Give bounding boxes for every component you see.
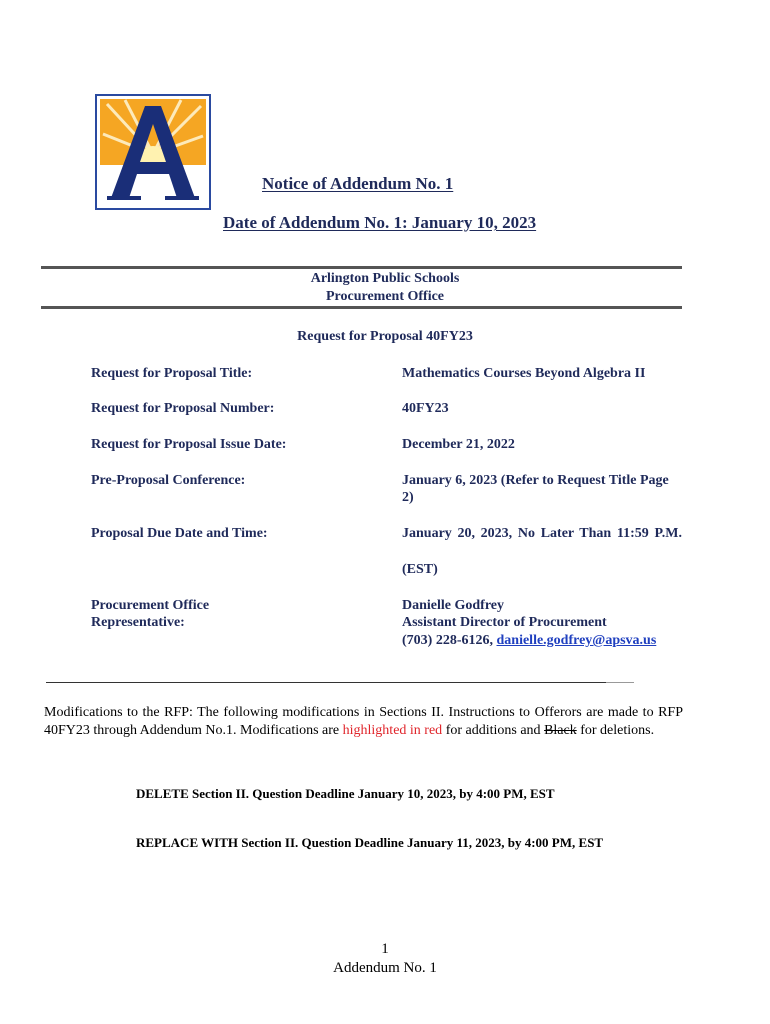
detail-value-conference: January 6, 2023 (Refer to Request Title Page 2) [402, 473, 669, 505]
mod-text-part2: for additions and [442, 723, 545, 738]
rep-label-line1: Procurement Office [91, 598, 210, 613]
detail-value-issue-date: December 21, 2022 [402, 437, 515, 452]
bottom-rule [41, 306, 682, 309]
detail-label-issue-date: Request for Proposal Issue Date: [91, 437, 287, 452]
rep-title: Assistant Director of Procurement [402, 615, 607, 630]
rep-email-link[interactable]: danielle.godfrey@apsva.us [496, 633, 657, 648]
rep-name: Danielle Godfrey [402, 598, 505, 613]
detail-value-number: 40FY23 [402, 401, 449, 416]
addendum-date: Date of Addendum No. 1: January 10, 2023 [223, 213, 537, 232]
delete-instruction: DELETE Section II. Question Deadline January 10, 2023, by 4:00 PM, EST [136, 786, 555, 801]
modifications-paragraph [44, 704, 683, 740]
rep-label-line2: Representative: [91, 615, 185, 630]
replace-instruction: REPLACE WITH Section II. Question Deadline January 11, 2023, by 4:00 PM, EST [136, 835, 604, 850]
detail-value-due-date: January 20, 2023, No Later Than 11:59 P.M. [402, 526, 682, 541]
detail-label-conference: Pre-Proposal Conference: [91, 473, 246, 488]
mod-struck-text: Black [544, 723, 577, 738]
separator-tail [606, 682, 634, 683]
mod-highlight-red: highlighted in red [342, 723, 443, 738]
page-number: 1 [381, 941, 389, 957]
org-office: Procurement Office [325, 289, 445, 304]
mod-text-part3: for deletions. [576, 723, 655, 738]
detail-label-title: Request for Proposal Title: [91, 366, 253, 381]
footer-label: Addendum No. 1 [333, 960, 437, 976]
notice-title: Notice of Addendum No. 1 [262, 174, 454, 193]
top-rule [41, 266, 682, 269]
detail-label-due-date: Proposal Due Date and Time: [91, 526, 268, 541]
org-name: Arlington Public Schools [310, 271, 460, 286]
rep-contact [402, 632, 702, 649]
mod-text-part1: Modifications to the RFP: The following modifications in Sections II. Instructions to Offerors are made to RFP 40FY23 through Addendum No.1. Modifications are [44, 705, 683, 738]
detail-value-title: Mathematics Courses Beyond Algebra II [402, 366, 646, 381]
detail-value-due-tz: (EST) [402, 562, 438, 577]
separator [46, 682, 606, 683]
rfp-heading: Request for Proposal 40FY23 [297, 329, 473, 344]
school-logo [95, 94, 211, 210]
detail-label-number: Request for Proposal Number: [91, 401, 275, 416]
rep-phone: (703) 228-6126, [402, 633, 493, 648]
